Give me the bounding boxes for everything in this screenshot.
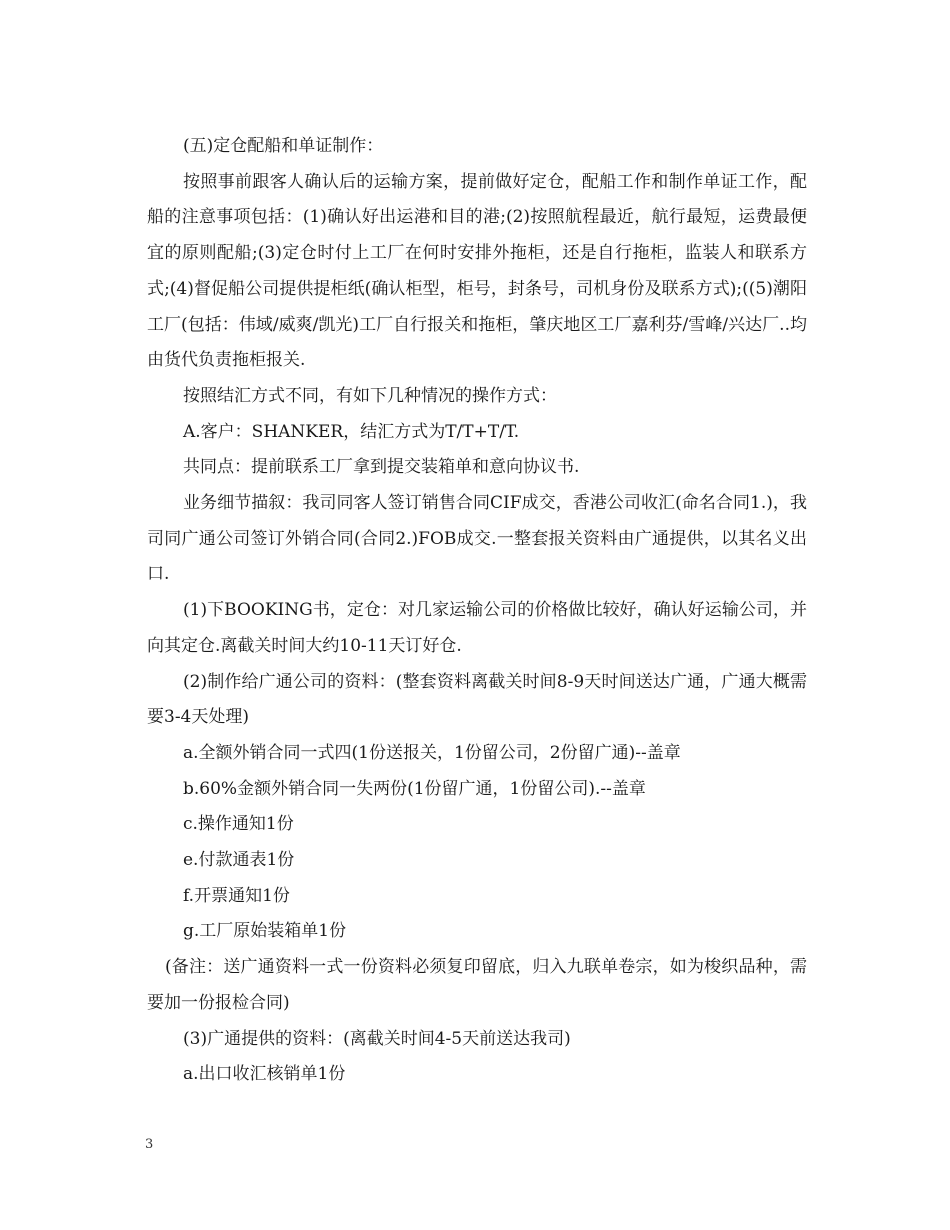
paragraph-business-detail: 业务细节描叙：我司同客人签订销售合同CIF成交，香港公司收汇(命名合同1.)，我司同广通公司签订外销合同(合同2.)FOB成交.一整套报关资料由广通提供，以其名义出口. [147,493,807,585]
page-body [147,129,807,1093]
paragraph-client: A.客户：SHANKER，结汇方式为T/T+T/T. [183,421,520,442]
section-heading: (五)定仓配船和单证制作： [183,136,384,156]
paragraph-docs-from-guangtong: (3)广通提供的资料：(离截关时间4-5天前送达我司) [183,1028,571,1049]
list-item: c.操作通知1份 [183,814,294,835]
paragraph-note: (备注：送广通资料一式一份资料必须复印留底，归入九联单卷宗，如为梭织品种，需要加一份报检合同) [147,957,807,1013]
paragraph-common-point: 共同点：提前联系工厂拿到提交装箱单和意向协议书. [183,457,580,478]
page-number: 3 [145,1137,154,1152]
list-item: e.付款通表1份 [183,850,295,871]
list-item: f.开票通知1份 [183,885,290,906]
paragraph-settlement-intro: 按照结汇方式不同，有如下几种情况的操作方式： [183,385,557,406]
list-item: g.工厂原始装箱单1份 [183,921,347,942]
list-item: a.出口收汇核销单1份 [183,1064,346,1085]
list-item: a.全额外销合同一式四(1份送报关，1份留公司，2份留广通)--盖章 [183,742,681,763]
paragraph-shipping-plan: 按照事前跟客人确认后的运输方案，提前做好定仓，配船工作和制作单证工作，配船的注意事项包括：(1)确认好出运港和目的港;(2)按照航程最近，航行最短，运费最便宜的原则配船;(3)定仓时付上工厂在何时安排外拖柜，还是自行拖柜，监装人和联系方式;(4)督促船公司提供提柜纸(确认柜型，柜号，封条号，司机身份及联系方式);((5)潮阳工厂(包括：伟域/威爽/凯光)工厂自行报关和拖柜，肇庆地区工厂嘉利芬/雪峰/兴达厂..均由货代负责拖柜报关. [147,171,807,371]
paragraph-booking: (1)下BOOKING书，定仓：对几家运输公司的价格做比较好，确认好运输公司，并向其定仓.离截关时间大约10-11天订好仓. [147,600,807,656]
paragraph-docs-to-guangtong: (2)制作给广通公司的资料：(整套资料离截关时间8-9天时间送达广通，广通大概需要3-4天处理) [147,671,807,728]
list-item: b.60%金额外销合同一失两份(1份留广通，1份留公司).--盖章 [183,778,646,799]
